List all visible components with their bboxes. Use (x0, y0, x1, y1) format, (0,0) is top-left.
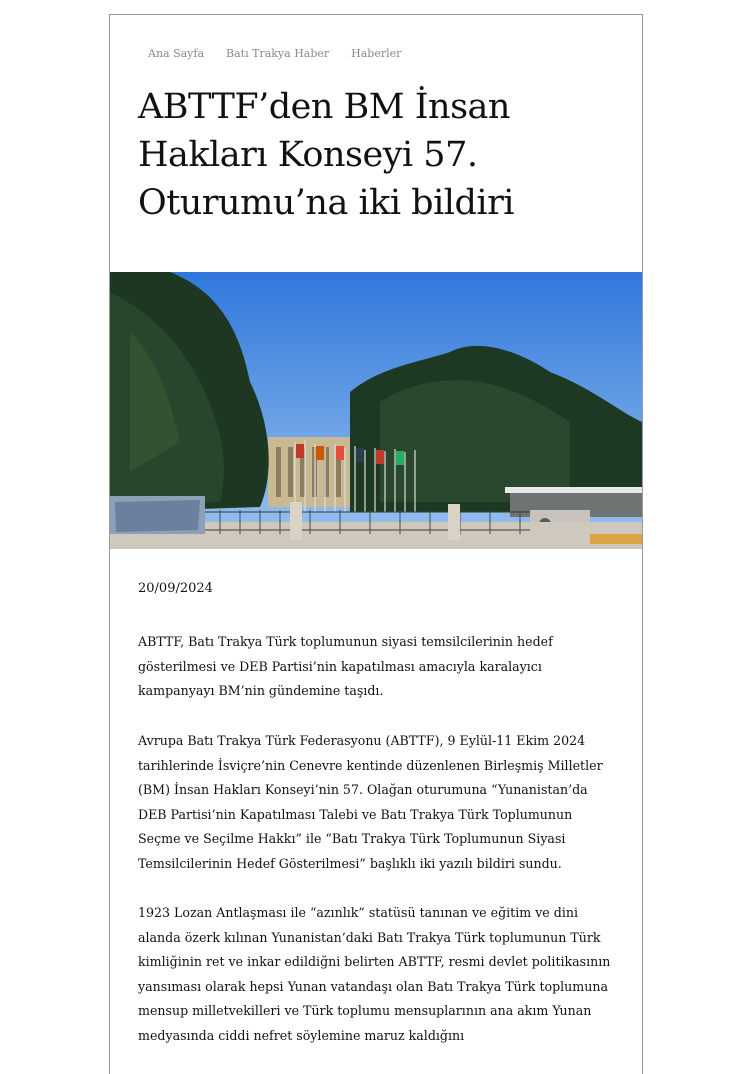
breadcrumb (148, 47, 401, 60)
article-paragraph-2: Avrupa Batı Trakya Türk Federasyonu (ABTTF), 9 Eylül-11 Ekim 2024 tarihlerinde İsviçre’nin Cenevre kentinde düzenlenen Birleşmiş Milletler (BM) İnsan Hakları Konseyi’nin 57. Olağan oturumuna “Yunanistan’da DEB Partisi’nin Kapatılması Talebi ve Batı Trakya Türk Toplumunun Seçme ve Seçilme Hakkı” ile “Batı Trakya Türk Toplumunun Siyasi Temsilcilerinin Hedef Gösterilmesi” başlıklı iki yazılı bildiri sundu. (138, 733, 603, 871)
article-date: 20/09/2024 (138, 581, 213, 596)
breadcrumb-section-link[interactable]: Haberler (351, 47, 402, 60)
article-paragraph-1: ABTTF, Batı Trakya Türk toplumunun siyasi temsilcilerinin hedef gösterilmesi ve DEB Partisi’nin kapatılması amacıyla karalayıcı kampanyayı BM’nin gündemine taşıdı. (138, 634, 553, 698)
article-card (109, 14, 643, 1074)
article-hero-image (110, 272, 642, 549)
page-title: ABTTF’den BM İnsan Hakları Konseyi 57. Oturumu’na iki bildiri (138, 87, 514, 223)
article-paragraph-3: 1923 Lozan Antlaşması ile “azınlık” statüsü tanınan ve eğitim ve dini alanda özerk kılınan Yunanistan’daki Batı Trakya Türk toplumunun Türk kimliğinin ret ve inkar edildiğni belirten ABTTF, resmi devlet politikasının yansıması olarak hepsi Yunan vatandaşı olan Batı Trakya Türk toplumuna mensup milletvekilleri ve Türk toplumu mensuplarının ana akım Yunan medyasında ciddi nefret söylemine maruz kaldığını (138, 905, 611, 1043)
breadcrumb-category-link[interactable]: Batı Trakya Haber (226, 47, 330, 60)
breadcrumb-home-link[interactable]: Ana Sayfa (148, 47, 205, 60)
